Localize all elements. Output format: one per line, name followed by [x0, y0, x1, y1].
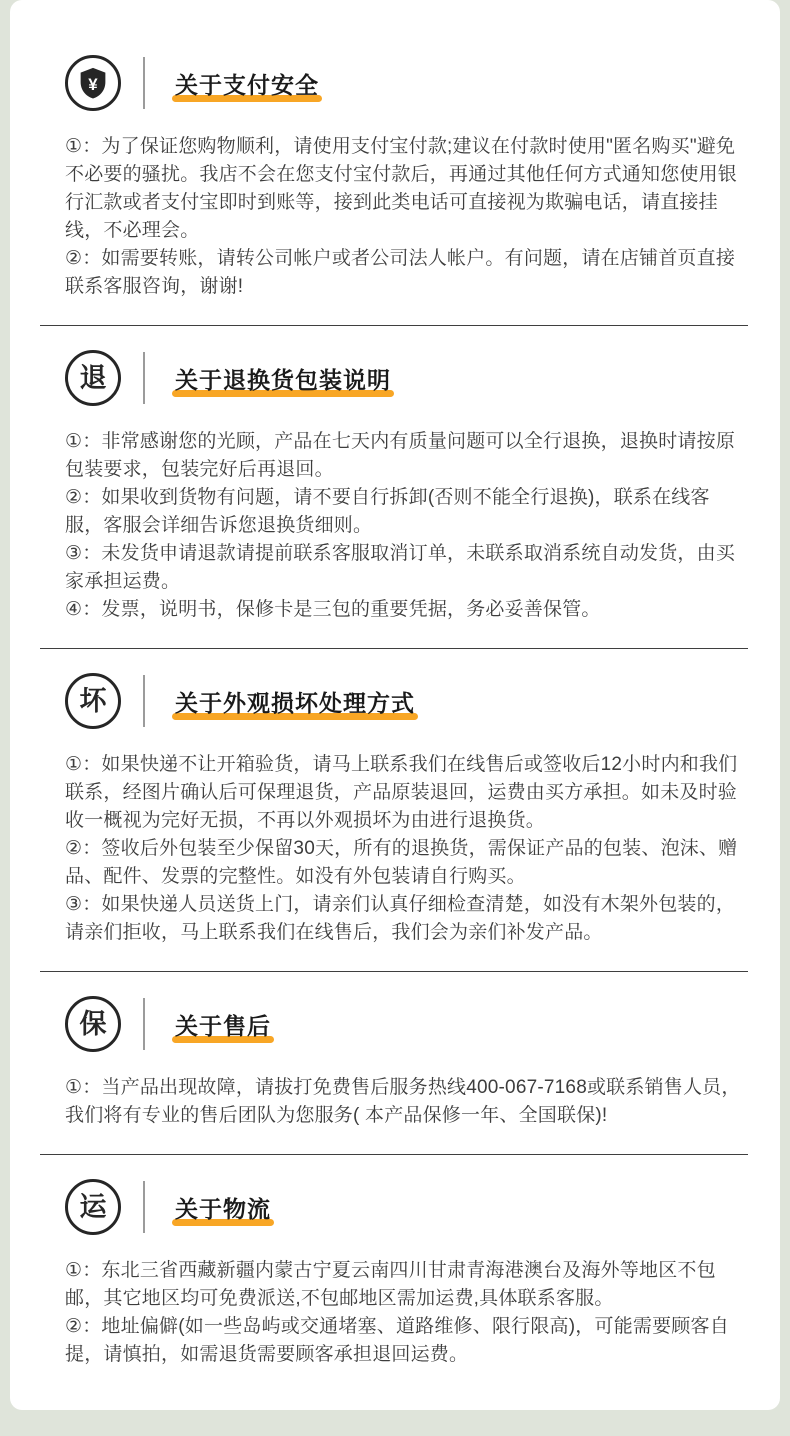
section-header [65, 673, 748, 729]
policy-paragraph: ①：非常感谢您的光顾，产品在七天内有质量问题可以全行退换，退换时请按原包装要求，包装完好后再退回。 [65, 431, 736, 480]
policy-paragraph: ②：如果收到货物有问题，请不要自行拆卸(否则不能全行退换)，联系在线客服，客服会详细告诉您退换货细则。 [65, 487, 710, 536]
payment-shield-yen-icon [65, 55, 121, 111]
header-vertical-divider [143, 675, 145, 727]
policy-section [65, 1179, 748, 1369]
section-title-text: 关于退换货包装说明 [175, 362, 391, 395]
policy-paragraph: ①：当产品出现故障，请拔打免费售后服务热线400-067-7168或联系销售人员，我们将有专业的售后团队为您服务( 本产品保修一年、全国联保)! [65, 1077, 741, 1126]
policy-paragraph: ②：如需要转账，请转公司帐户或者公司法人帐户。有问题，请在店铺首页直接联系客服咨询，谢谢! [65, 248, 736, 297]
header-vertical-divider [143, 57, 145, 109]
section-divider [40, 971, 748, 972]
svg-text:¥: ¥ [88, 74, 98, 94]
section-title [175, 362, 391, 395]
section-title-text: 关于外观损坏处理方式 [175, 685, 415, 718]
after-sales-icon: 保 [65, 996, 121, 1052]
section-title [175, 1008, 271, 1041]
section-body [65, 428, 748, 624]
header-vertical-divider [143, 998, 145, 1050]
section-divider [40, 648, 748, 649]
section-body [65, 751, 748, 947]
section-title-text: 关于支付安全 [175, 67, 319, 100]
logistics-icon: 运 [65, 1179, 121, 1235]
section-title [175, 685, 415, 718]
section-title-text: 关于售后 [175, 1008, 271, 1041]
policy-section [65, 673, 748, 947]
section-title-text: 关于物流 [175, 1191, 271, 1224]
policy-paragraph: ①：东北三省西藏新疆内蒙古宁夏云南四川甘肃青海港澳台及海外等地区不包邮，其它地区均可免费派送,不包邮地区需加运费,具体联系客服。 [65, 1260, 716, 1309]
return-exchange-icon: 退 [65, 350, 121, 406]
policy-section [65, 996, 748, 1130]
section-body [65, 133, 748, 301]
policy-card [10, 0, 780, 1410]
section-body [65, 1257, 748, 1369]
sections-container [65, 55, 748, 1369]
damage-handling-icon: 坏 [65, 673, 121, 729]
policy-section [65, 55, 748, 301]
section-header [65, 996, 748, 1052]
policy-section [65, 350, 748, 624]
header-vertical-divider [143, 1181, 145, 1233]
policy-paragraph: ③：未发货申请退款请提前联系客服取消订单，未联系取消系统自动发货，由买家承担运费。 [65, 543, 736, 592]
section-divider [40, 1154, 748, 1155]
section-header [65, 350, 748, 406]
section-header [65, 1179, 748, 1235]
policy-paragraph: ②：签收后外包装至少保留30天，所有的退换货，需保证产品的包装、泡沫、赠品、配件、发票的完整性。如没有外包装请自行购买。 [65, 838, 738, 887]
policy-paragraph: ③：如果快递人员送货上门，请亲们认真仔细检查清楚，如没有木架外包装的，请亲们拒收，马上联系我们在线售后，我们会为亲们补发产品。 [65, 894, 736, 943]
section-body [65, 1074, 748, 1130]
policy-paragraph: ①：为了保证您购物顺利，请使用支付宝付款;建议在付款时使用"匿名购买"避免不必要的骚扰。我店不会在您支付宝付款后，再通过其他任何方式通知您使用银行汇款或者支付宝即时到账等，接到此类电话可直接视为欺骗电话，请直接挂线，不必理会。 [65, 136, 738, 241]
section-title [175, 67, 319, 100]
section-header [65, 55, 748, 111]
section-title [175, 1191, 271, 1224]
header-vertical-divider [143, 352, 145, 404]
section-divider [40, 325, 748, 326]
policy-paragraph: ②：地址偏僻(如一些岛屿或交通堵塞、道路维修、限行限高)，可能需要顾客自提，请慎拍，如需退货需要顾客承担退回运费。 [65, 1316, 729, 1365]
policy-paragraph: ①：如果快递不让开箱验货，请马上联系我们在线售后或签收后12小时内和我们联系，经图片确认后可保理退货，产品原装退回，运费由买方承担。如未及时验收一概视为完好无损，不再以外观损坏为由进行退换货。 [65, 754, 738, 831]
policy-paragraph: ④：发票，说明书，保修卡是三包的重要凭据，务必妥善保管。 [65, 599, 601, 620]
